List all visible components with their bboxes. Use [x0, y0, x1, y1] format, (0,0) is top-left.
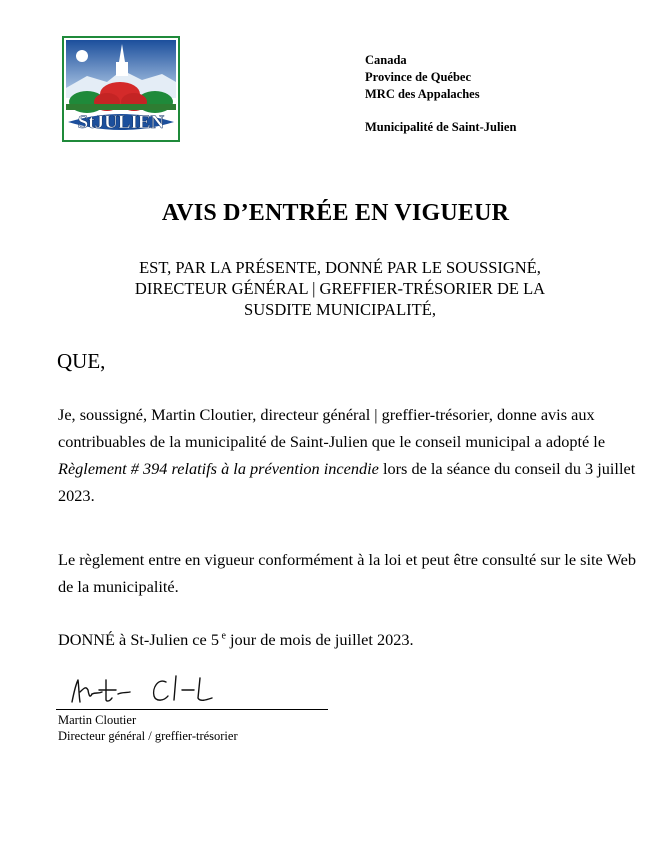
header-mrc: MRC des Appalaches [365, 87, 480, 101]
given-date-line [58, 630, 414, 650]
given-text: DONNÉ à St-Julien ce 5 [58, 630, 219, 649]
signatory-block [58, 712, 238, 744]
signature-line [56, 709, 328, 710]
header-municipality: Municipalité de Saint-Julien [365, 120, 517, 134]
handwritten-signature [66, 668, 246, 710]
signatory-role: Directeur général / greffier-trésorier [58, 729, 238, 743]
que-heading: QUE, [57, 349, 106, 373]
notice-title: AVIS D’ENTRÉE EN VIGUEUR [161, 200, 510, 226]
given-text: jour de mois de juillet 2023. [225, 630, 414, 649]
letterhead [365, 52, 516, 136]
signatory-name: Martin Cloutier [58, 713, 137, 727]
header-province: Province de Québec [365, 70, 471, 84]
header-country: Canada [365, 53, 407, 67]
ordinal-superscript: e [221, 630, 226, 642]
notice-paragraph-effect: Le règlement entre en vigueur conformément à la loi et peut être consulté sur le site Web de la municipalité. [58, 550, 636, 596]
notice-intro [60, 257, 620, 320]
notice-paragraph-adoption [58, 401, 638, 509]
bylaw-title: Règlement # 394 relatifs à la prévention incendie [58, 459, 379, 478]
municipality-logo [62, 36, 180, 142]
intro-line: DIRECTEUR GÉNÉRAL | GREFFIER-TRÉSORIER DE LA [134, 279, 546, 298]
logo-text: StJULIEN [77, 112, 165, 133]
intro-line: EST, PAR LA PRÉSENTE, DONNÉ PAR LE SOUSSIGNÉ, [139, 258, 541, 277]
paragraph-text: lors de la séance du conseil du 3 juillet 2023. [58, 459, 636, 505]
intro-line: SUSDITE MUNICIPALITÉ, [244, 300, 436, 319]
paragraph-text: Je, soussigné, Martin Cloutier, directeur général | greffier-trésorier, donne avis aux contribuables de la municipalité de Saint-Julien que le conseil municipal a adopté le [58, 405, 606, 451]
